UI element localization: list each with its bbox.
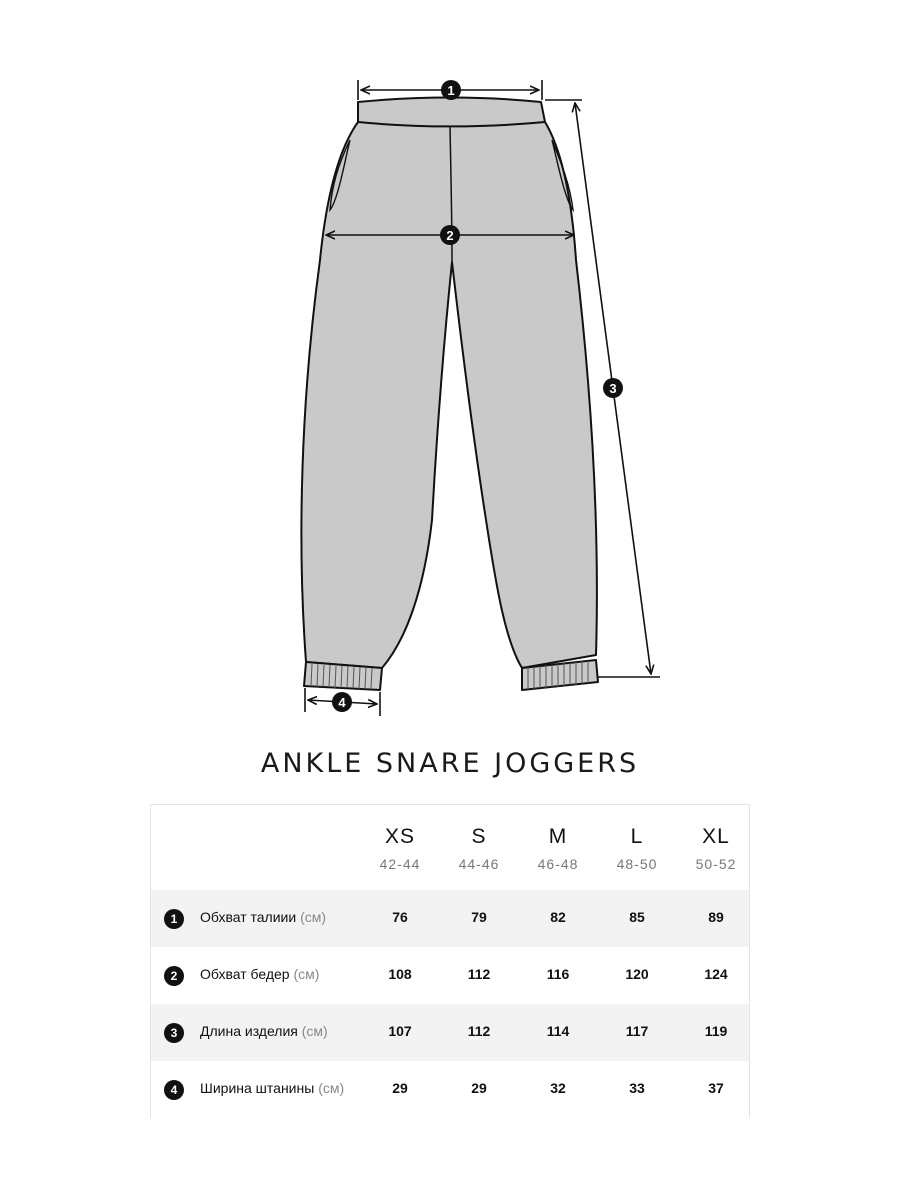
size-range: 44-46: [458, 856, 500, 872]
table-cell: 117: [625, 1023, 649, 1039]
size-range: 42-44: [379, 856, 421, 872]
table-cell: 120: [625, 966, 649, 982]
svg-text:4: 4: [338, 695, 346, 710]
table-cell: 119: [704, 1023, 728, 1039]
row-unit: (см): [301, 1023, 328, 1039]
table-cell: 114: [546, 1023, 570, 1039]
size-label: M: [548, 825, 568, 848]
size-range: 46-48: [537, 856, 579, 872]
waistband: [358, 98, 545, 127]
table-cell: 29: [392, 1080, 408, 1096]
row-label: Обхват бедер (см): [200, 966, 320, 982]
row-number-badge: 3: [164, 1023, 184, 1043]
row-unit: (см): [318, 1080, 345, 1096]
size-column-m: [518, 825, 598, 872]
table-cell: 76: [392, 909, 408, 925]
table-cell: 107: [388, 1023, 412, 1039]
marker-3: [603, 378, 623, 398]
svg-text:1: 1: [447, 83, 455, 98]
table-cell: 112: [467, 966, 491, 982]
row-label: Обхват талиии (см): [200, 909, 327, 925]
row-number-badge: 2: [164, 966, 184, 986]
table-cell: 82: [550, 909, 566, 925]
marker-4: [332, 692, 352, 712]
marker-2: [440, 225, 460, 245]
table-cell: 89: [708, 909, 724, 925]
table-cell: 124: [704, 966, 728, 982]
left-cuff: [304, 662, 382, 690]
size-range: 48-50: [616, 856, 658, 872]
table-cell: 32: [550, 1080, 566, 1096]
size-column-l: [597, 825, 677, 872]
size-label: XL: [702, 825, 730, 848]
size-label: S: [471, 825, 487, 848]
table-cell: 79: [471, 909, 487, 925]
row-label: Длина изделия (см): [200, 1023, 328, 1039]
size-label: XS: [384, 825, 415, 848]
table-row-leg-width: [151, 1061, 749, 1118]
size-column-xl: [676, 825, 756, 872]
size-header-row: [151, 805, 749, 889]
pants-body: [301, 122, 596, 668]
table-cell: 33: [629, 1080, 645, 1096]
product-title: ANKLE SNARE JOGGERS: [260, 748, 640, 779]
svg-text:3: 3: [609, 381, 617, 396]
marker-1: [441, 80, 461, 100]
table-row-length: [151, 1004, 749, 1061]
size-label: L: [630, 825, 644, 848]
table-row-hips: [151, 947, 749, 1004]
size-column-xs: [360, 825, 440, 872]
size-range: 50-52: [695, 856, 737, 872]
table-cell: 37: [708, 1080, 724, 1096]
size-table: [150, 804, 750, 1118]
svg-text:2: 2: [446, 228, 454, 243]
table-row-waist: [151, 890, 749, 947]
row-unit: (см): [293, 966, 320, 982]
table-cell: 116: [546, 966, 570, 982]
row-unit: (см): [300, 909, 327, 925]
row-number-badge: 1: [164, 909, 184, 929]
table-cell: 85: [629, 909, 645, 925]
table-cell: 108: [388, 966, 412, 982]
table-cell: 29: [471, 1080, 487, 1096]
size-column-s: [439, 825, 519, 872]
row-number-badge: 4: [164, 1080, 184, 1100]
row-label: Ширина штанины (см): [200, 1080, 345, 1096]
table-cell: 112: [467, 1023, 491, 1039]
